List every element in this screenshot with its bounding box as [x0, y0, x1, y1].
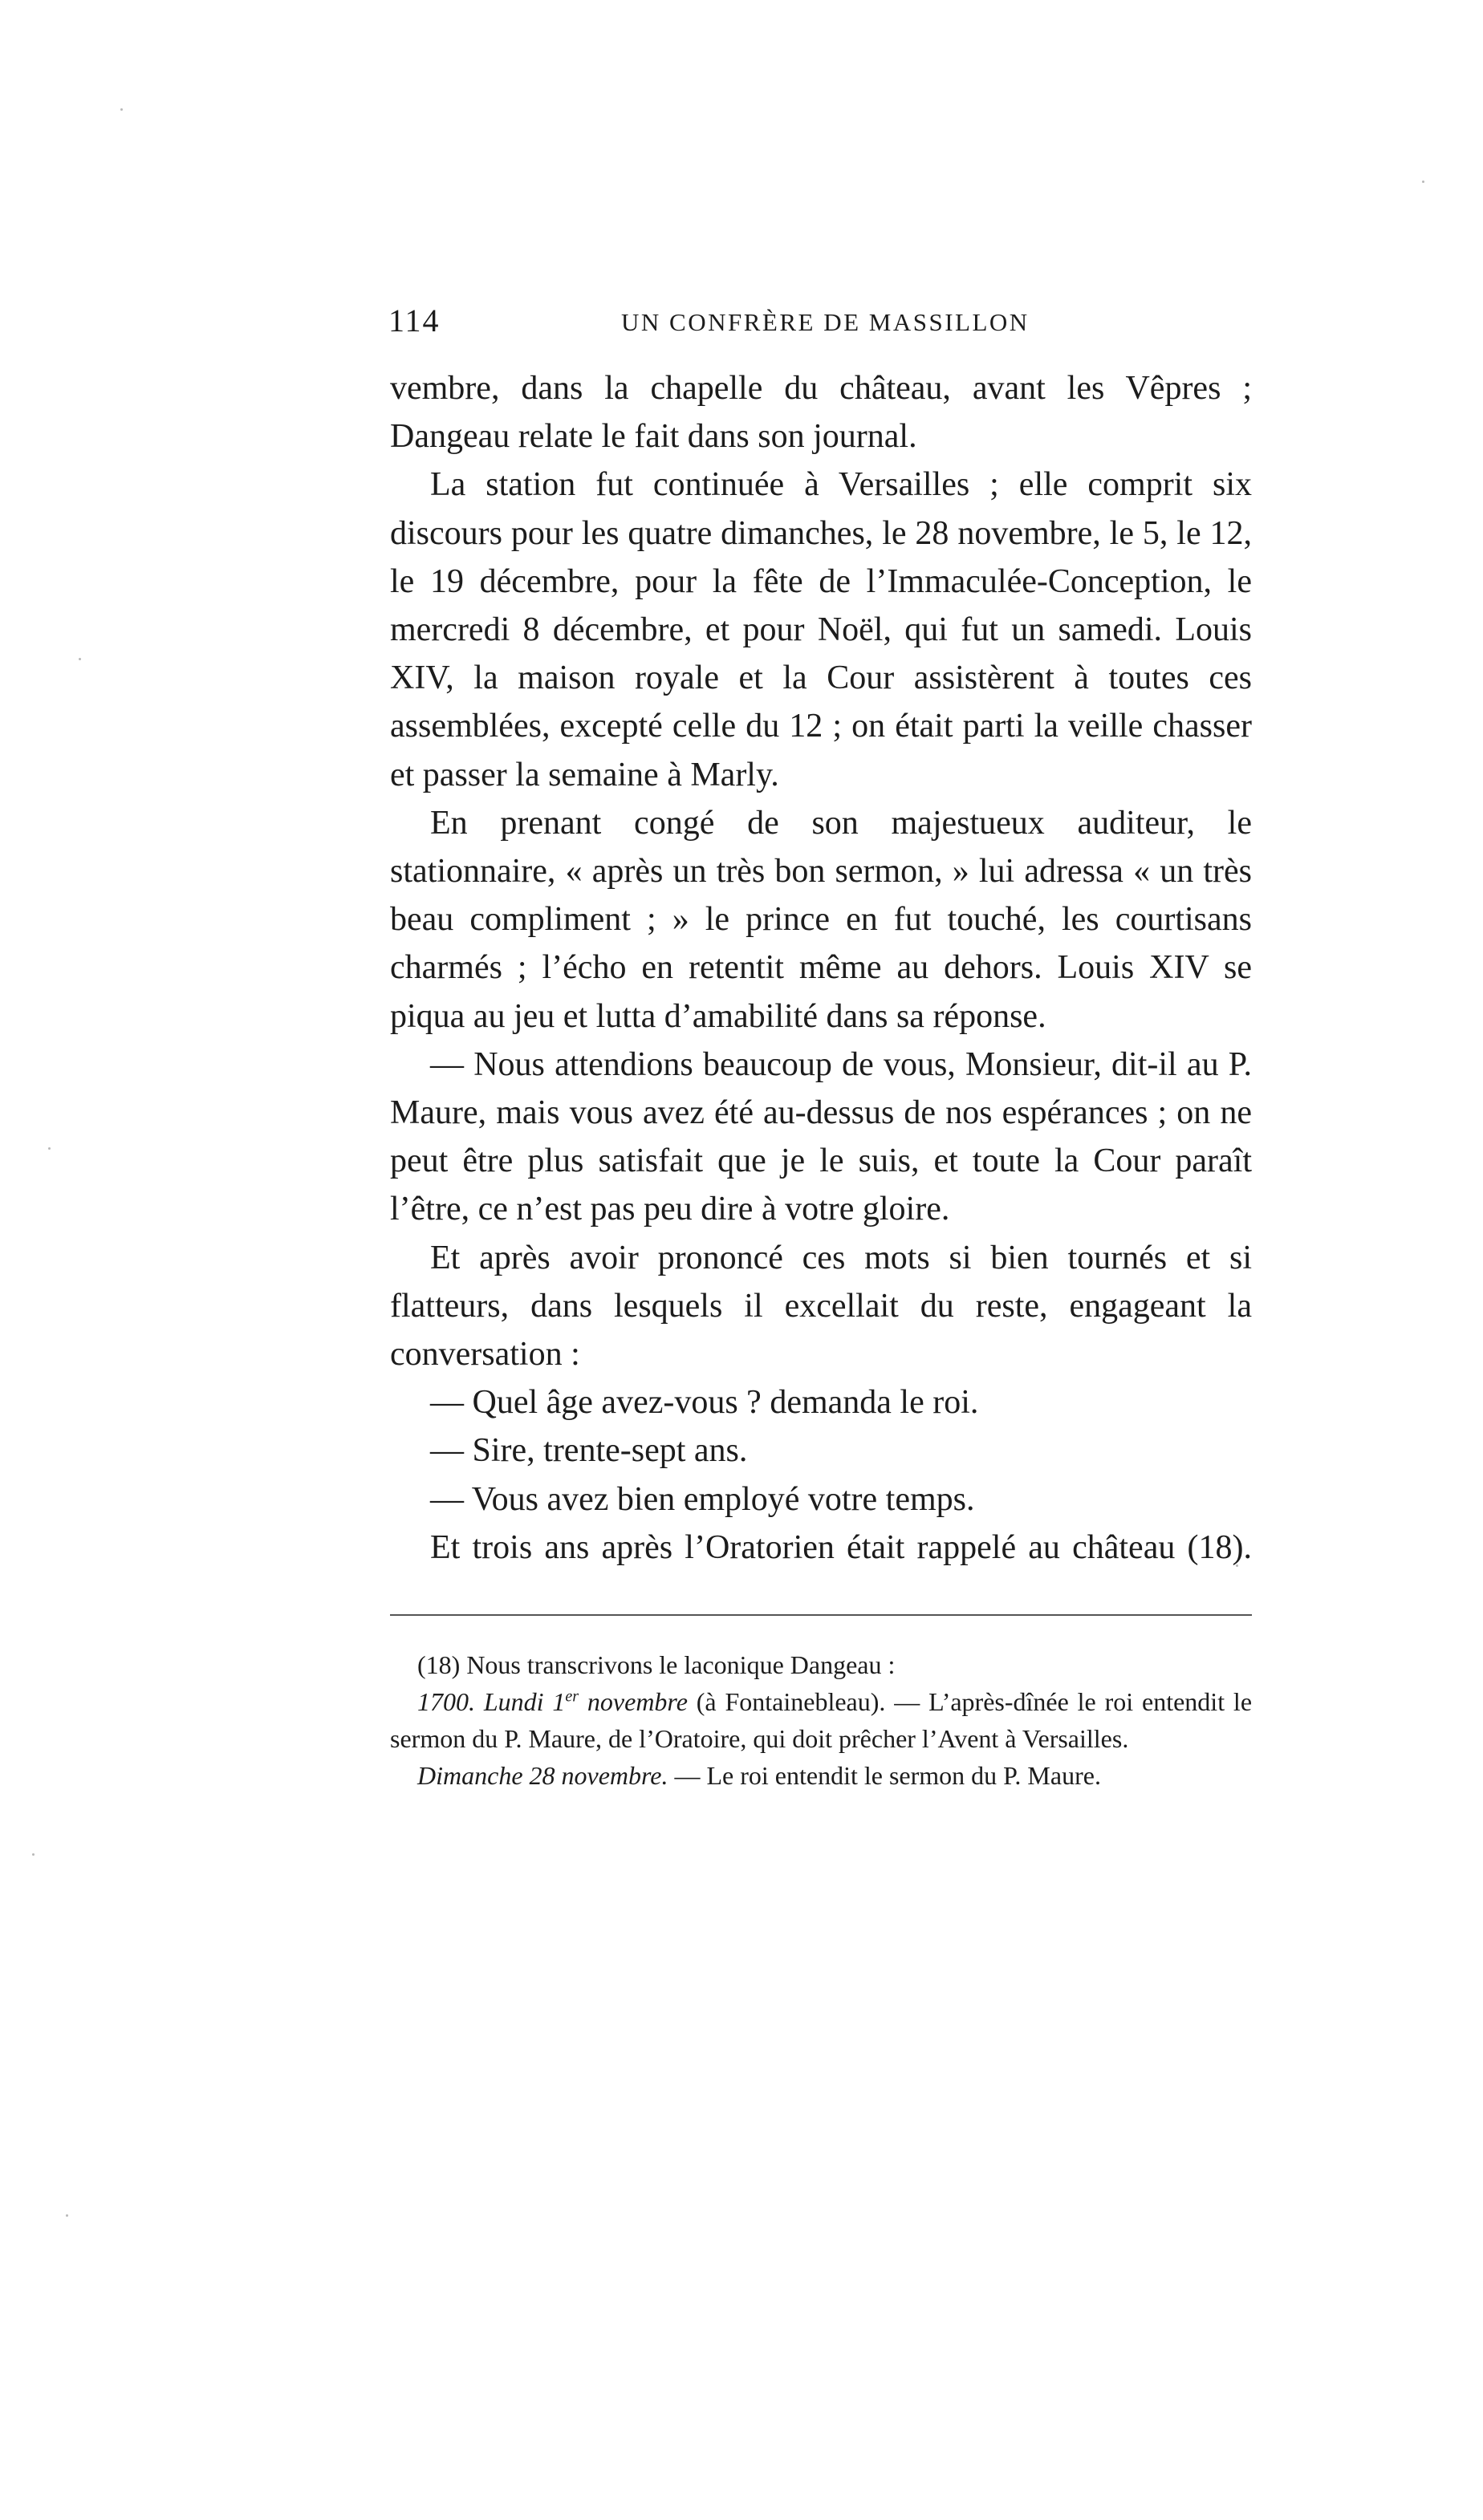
- footnote-rule: [390, 1614, 1252, 1616]
- paragraph-recalled: Et trois ans après l’Oratorien était rappelé au château (18).: [430, 1528, 1252, 1566]
- paragraph-station: La station fut continuée à Versailles ; elle comprit six discours pour les quatre dimanches, le 28 novembre, le 5, le 12, le 19 décembre, pour la fête de l’Immaculée-Conception, le mercredi 8 décembre, et pour Noël, qui fut un samedi. Louis XIV, la maison royale et la Cour assistèrent à toutes ces assemblées, excepté celle du 12 ; on était parti la veille chasser et passer la semaine à Marly.: [390, 466, 1252, 793]
- footnote-date-superscript: er: [565, 1687, 579, 1706]
- footnote-entry-1700: [390, 1683, 1252, 1757]
- footnote-entry-text: — Le roi entendit le sermon du P. Maure.: [668, 1761, 1101, 1790]
- paper-speck: [120, 108, 123, 111]
- footnote-date: 1700. Lundi 1: [417, 1687, 566, 1716]
- paper-speck: [79, 658, 81, 660]
- footnote-entry-dimanche: [390, 1757, 1252, 1794]
- page-number: 114: [388, 302, 441, 339]
- footnote-date-month: novembre: [579, 1687, 688, 1716]
- paper-speck: [32, 1853, 35, 1856]
- paragraph-conversation: Et après avoir prononcé ces mots si bien tournés et si flatteurs, dans lesquels il excellait du reste, engageant la conversation :: [390, 1239, 1252, 1374]
- paragraph-continuation: vembre, dans la chapelle du château, avant les Vêpres ; Dangeau relate le fait dans son journal.: [390, 370, 1252, 456]
- dialogue-line-age: — Quel âge avez-vous ? demanda le roi.: [430, 1384, 979, 1422]
- paper-speck: [1422, 181, 1424, 183]
- dialogue-line-time: — Vous avez bien employé votre temps.: [430, 1480, 975, 1518]
- paragraph-conge: En prenant congé de son majestueux auditeur, le stationnaire, « après un très bon sermon, » lui adressa « un très beau compliment ; » le prince en fut touché, les courtisans charmés ; l’écho en retentit même au dehors. Louis XIV se piqua au jeu et lutta d’amabilité dans sa réponse.: [390, 804, 1252, 1035]
- paper-speck: [48, 1147, 51, 1150]
- body-text: [390, 364, 1252, 1572]
- footnotes: [390, 1646, 1252, 1794]
- paper-speck: [66, 2214, 68, 2217]
- running-head: [388, 297, 1255, 345]
- paragraph-king-speech: — Nous attendions beaucoup de vous, Monsieur, dit-il au P. Maure, mais vous avez été au-dessus de nos espérances ; on ne peut être plus satisfait que je le suis, et toute la Cour paraît l’être, ce n’est pas peu dire à votre gloire.: [390, 1045, 1252, 1228]
- footnote-18: (18) Nous transcrivons le laconique Dangeau :: [417, 1650, 896, 1679]
- footnote-entry-text: (à Fontainebleau). — L’après-dînée le roi entendit le sermon du P. Maure, de l’Oratoire, qui doit prêcher l’Avent à Versailles.: [390, 1687, 1253, 1753]
- running-title: UN CONFRÈRE DE MASSILLON: [621, 308, 1030, 336]
- footnote-date: Dimanche 28 novembre.: [417, 1761, 668, 1790]
- dialogue-line-answer: — Sire, trente-sept ans.: [430, 1432, 748, 1470]
